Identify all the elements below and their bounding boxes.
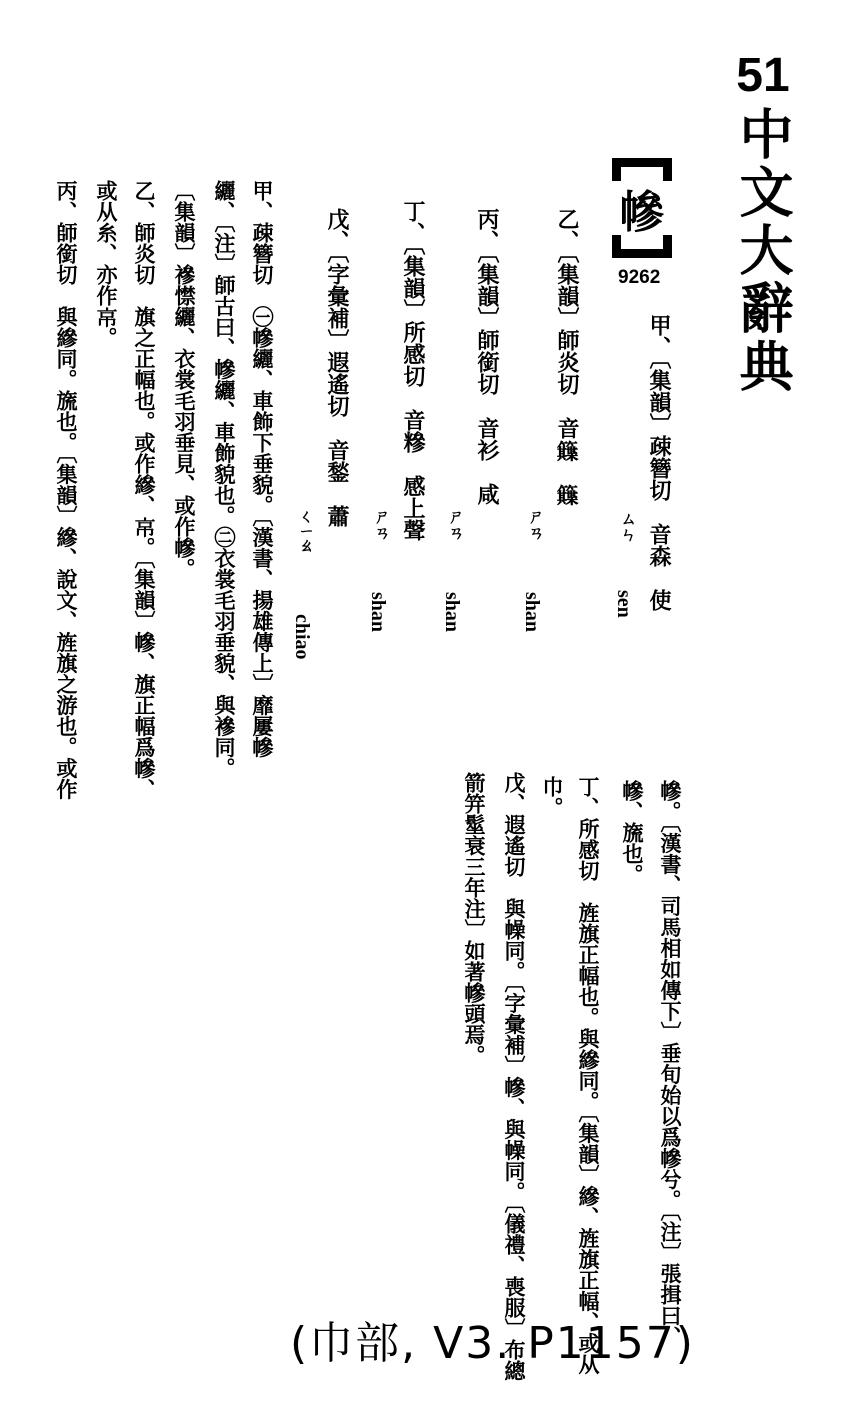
zhuyin-yi: ㄕㄢ <box>526 508 545 540</box>
headword-bracket-top <box>612 158 672 181</box>
zhuyin-jia: ㄙㄣ <box>618 510 637 542</box>
pronunciation-ding: 丁、〔集韻〕所感切 音糝 感上聲 <box>400 200 426 541</box>
definition-column: 甲、疎簪切 ㊀幓纚、車飾下垂貌。〔漢書、揚雄傳上〕靡屢幓 <box>250 180 275 758</box>
pronunciation-wu: 戊、〔字彙補〕遐遙切 音鍫 蕭 <box>324 208 350 527</box>
zhuyin-ding: ㄕㄢ <box>372 508 391 540</box>
zhuyin-wu: ㄑㄧㄠ <box>296 508 315 553</box>
definition-column: 巾。 <box>540 776 565 818</box>
book-title <box>731 49 795 396</box>
pronunciation-jia: 甲、〔集韻〕疎簪切 音森 使 <box>646 314 672 611</box>
romanization-bing: shan <box>441 592 463 633</box>
romanization-ding: shan <box>367 592 389 633</box>
definition-column: 幓、旒也。 <box>620 780 645 885</box>
definition-column: 纚、〔注〕師古曰、幓纚、車飾貌也。㊁衣裳毛羽垂貌、與襂同。 <box>212 180 237 779</box>
definition-column: 或从糸、亦作𢂋。 <box>94 180 119 348</box>
entry-number: 9262 <box>618 267 661 288</box>
romanization-jia: sen <box>613 590 635 618</box>
definition-column: 乙、師炎切 旗之正幅也。或作縿、𢂋。〔集韻〕幓、旗正幅爲幓、 <box>132 180 157 800</box>
headword-char: 幓 <box>620 187 664 238</box>
zhuyin-bing: ㄕㄢ <box>446 508 465 540</box>
pronunciation-yi: 乙、〔集韻〕師炎切 音𥷕 𥷕 <box>554 208 580 505</box>
definition-column: 戊、遐遙切 與幧同。〔字彙補〕幓、與幧同。〔儀禮、喪服〕布總 <box>502 772 527 1381</box>
volume-number: 51 <box>736 49 790 102</box>
dictionary-title: 中文大辭典 <box>731 106 795 396</box>
definition-column: 丁、所感切 旌旗正幅也。與縿同。〔集韻〕縿、旌旗正幅、或从 <box>576 776 601 1375</box>
definition-column: 丙、師銜切 與縿同。旒也。〔集韻〕縿、說文、旌旗之游也。或作 <box>54 180 79 800</box>
pronunciation-bing: 丙、〔集韻〕師銜切 音衫 咸 <box>474 208 500 505</box>
definition-column: 幓。〔漢書、司馬相如傳下〕垂旬始以爲幓兮。〔注〕張揖曰、 <box>658 780 683 1347</box>
definition-column: 〔集韻〕襂㦗纚、衣裳毛羽垂見、或作幓。 <box>172 180 197 579</box>
definition-column: 箭笄髽衰三年注〕如著幓頭焉。 <box>462 772 487 1066</box>
romanization-yi: shan <box>521 592 543 633</box>
headword-bracket-bottom <box>612 235 672 258</box>
headword-box <box>612 158 672 258</box>
handwritten-reference-note: (巾部, V3. P1157) <box>290 1318 695 1369</box>
romanization-wu: chiao <box>291 614 313 660</box>
